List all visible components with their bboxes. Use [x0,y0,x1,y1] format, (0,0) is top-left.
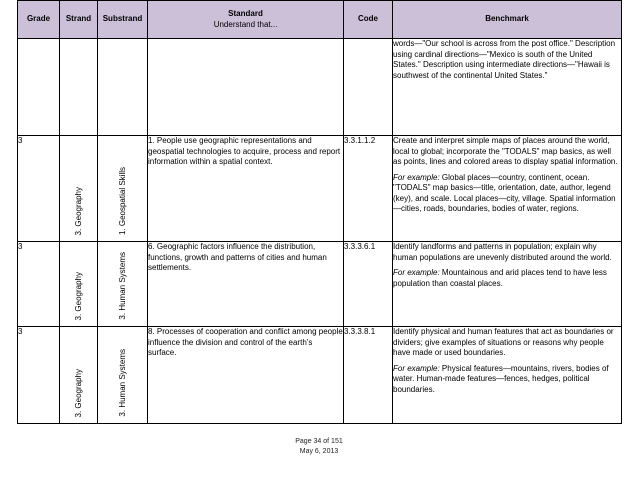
substrand-label: 3. Human Systems [117,252,127,320]
benchmark-cell [393,136,622,242]
table-row [18,242,622,327]
substrand-cell [98,136,148,242]
grade-cell: 3 [18,242,60,327]
example-label: For example: [393,363,440,373]
strand-label: 3. Geography [73,186,83,235]
table-row [18,327,622,424]
example-label: For example: [393,172,440,182]
page-footer [0,437,638,456]
standard-cell: 1. People use geographic representations and geospatial technologies to acquire, process and report information within a spatial context. [148,136,344,242]
benchmark-text: Identify physical and human features that act as boundaries or dividers; give examples of situations or reasons why people have made or used boundaries. [393,327,614,357]
table-row [18,136,622,242]
header-strand: Strand [60,1,98,39]
benchmark-example [393,268,621,289]
strand-cell [60,242,98,327]
table-row [18,39,622,136]
standard-cell [148,39,344,136]
grade-cell: 3 [18,327,60,424]
header-substrand: Substrand [98,1,148,39]
benchmark-text: Identify landforms and patterns in population; explain why human populations are unevenly distributed around the world. [393,242,612,262]
substrand-cell [98,39,148,136]
code-cell: 3.3.3.6.1 [344,242,393,327]
code-cell [344,39,393,136]
benchmark-example [393,173,621,215]
strand-label: 3. Geography [73,368,83,417]
header-code: Code [344,1,393,39]
benchmark-cell [393,327,622,424]
substrand-label: 3. Human Systems [117,349,127,417]
header-grade: Grade [18,1,60,39]
example-text: Physical features—mountains, rivers, bodies of water. Human-made features—fences, hedges, political boundaries. [393,363,609,394]
benchmark-example [393,364,621,396]
substrand-cell [98,242,148,327]
strand-label: 3. Geography [73,271,83,320]
example-label: For example: [393,268,440,277]
table-header-row [18,1,622,39]
grade-cell [18,39,60,136]
standard-cell: 6. Geographic factors influence the distribution, functions, growth and patterns of cities and human settlements. [148,242,344,327]
substrand-cell [98,327,148,424]
strand-cell [60,327,98,424]
header-standard-subtitle: Understand that... [213,19,278,29]
code-cell: 3.3.3.8.1 [344,327,393,424]
code-cell: 3.3.1.1.2 [344,136,393,242]
substrand-label: 1. Geospatial Skills [117,166,127,235]
strand-cell [60,136,98,242]
header-standard [148,1,344,39]
benchmark-cell [393,39,622,136]
strand-cell [60,39,98,136]
benchmark-cell [393,242,622,327]
header-benchmark: Benchmark [393,1,622,39]
grade-cell: 3 [18,136,60,242]
benchmark-text: words—"Our school is across from the post office." Description using cardinal directions—"Mexico is south of the United States." Description using intermediate directions—"Hawaii is southwest of the continental United States." [393,39,616,80]
example-text: Mountainous and arid places tend to have less population than coastal places. [393,268,607,288]
standards-table [17,0,622,424]
benchmark-text: Create and interpret simple maps of places around the world, local to global; incorporate the "TODALS" map basics, as well as points, lines and colored areas to display spatial information. [393,136,618,166]
example-text: Global places—country, continent, ocean. "TODALS" map basics—title, orientation, date, author, legend (key), and scale. Local places—city, village. Spatial information—cities, roads, boundaries, bodies of water, regions. [393,172,616,213]
header-standard-title: Standard [228,9,263,18]
page-date: May 6, 2013 [299,447,339,455]
standard-cell: 8. Processes of cooperation and conflict among people influence the division and control of the earth’s surface. [148,327,344,424]
page-number: Page 34 of 151 [295,438,343,445]
